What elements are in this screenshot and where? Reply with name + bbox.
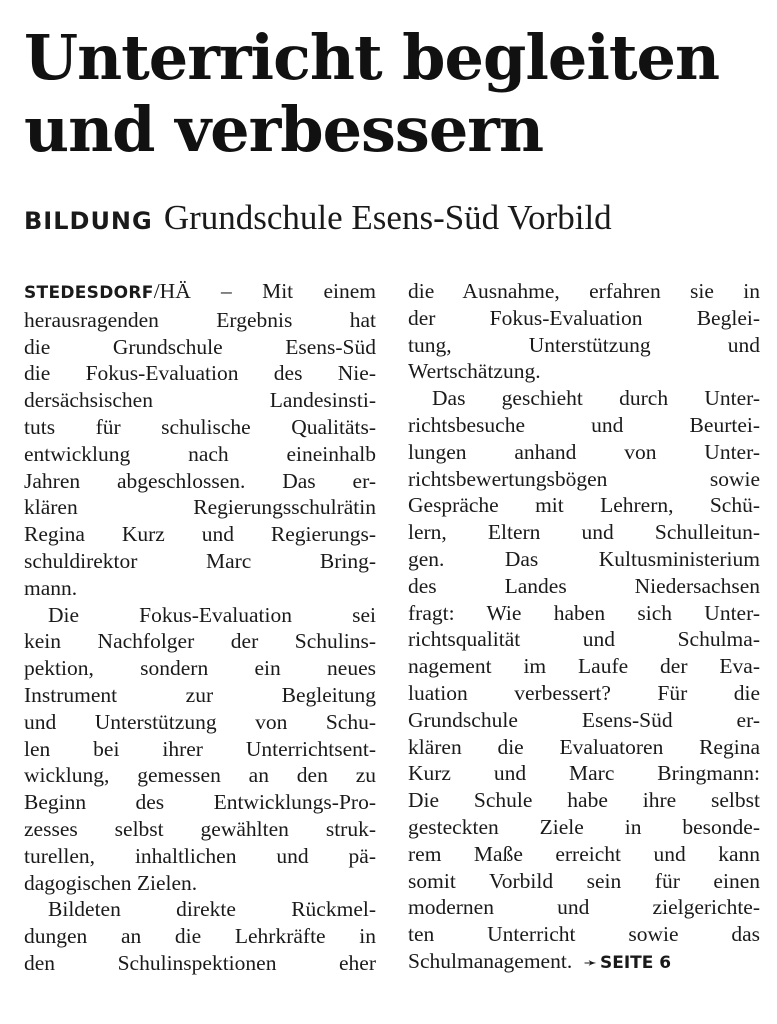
text-line: Die Schule habe ihre selbst <box>408 788 760 813</box>
text-line: dagogischen Zielen. <box>24 870 198 895</box>
text-line: klären die Evaluatoren Regina <box>408 734 760 759</box>
text-line: turellen, inhaltlichen und pä- <box>24 843 376 868</box>
text-line: dersächsischen Landesinsti- <box>24 388 376 413</box>
text-line: der Fokus-Evaluation Beglei- <box>408 305 760 330</box>
text-line: die Ausnahme, erfahren sie in <box>408 279 760 303</box>
headline-line-2: und verbessern <box>24 93 544 166</box>
text-line: pektion, sondern ein neues <box>24 656 376 681</box>
text-line-content: Schulmanagement. <box>408 948 573 973</box>
text-line: Die Fokus-Evaluation sei <box>48 602 376 627</box>
arrow-right-icon: ➛ <box>583 952 597 972</box>
text-line: richtsbesuche und Beurtei- <box>408 412 760 437</box>
text-line: richtsqualität und Schulma- <box>408 627 760 652</box>
text-line: Grundschule Esens-Süd er- <box>408 707 760 732</box>
text-line: Jahren abgeschlossen. Das er- <box>24 468 376 493</box>
text-line: entwicklung nach eineinhalb <box>24 441 376 466</box>
text-line: Regina Kurz und Regierungs- <box>24 522 376 547</box>
paragraph-2 <box>24 602 376 897</box>
text-line: kein Nachfolger der Schulins- <box>24 629 376 654</box>
subtitle: Grundschule Esens-Süd Vorbild <box>163 198 612 237</box>
text-line: modernen und zielgerichte- <box>408 895 760 920</box>
text-line: schuldirektor Marc Bring- <box>24 548 376 573</box>
paragraph-4 <box>408 278 760 385</box>
text-line: tuts für schulische Qualitäts- <box>24 414 376 439</box>
dateline-author: /HÄ – <box>153 279 232 303</box>
article-column-left <box>24 278 376 977</box>
text-line: Instrument zur Begleitung <box>24 682 376 707</box>
paragraph-5 <box>408 385 760 977</box>
text-line: rem Maße erreicht und kann <box>408 841 760 866</box>
text-line: Beginn des Entwicklungs-Pro- <box>24 790 376 815</box>
text-line: Das geschieht durch Unter- <box>432 386 760 411</box>
text-line: luation verbessert? Für die <box>408 680 760 705</box>
continuation-reference[interactable] <box>578 949 672 973</box>
text-line: gen. Das Kultusministerium <box>408 546 760 571</box>
headline <box>24 22 764 166</box>
article-column-right <box>408 278 760 977</box>
paragraph-1 <box>24 278 376 602</box>
text-line: nagement im Laufe der Eva- <box>408 654 760 679</box>
text-line: richtsbewertungsbögen sowie <box>408 466 760 491</box>
text-line-content: Mit einem <box>262 279 376 303</box>
text-line: und Unterstützung von Schu- <box>24 709 376 734</box>
text-line: klären Regierungsschulrätin <box>24 495 376 520</box>
text-line: lern, Eltern und Schulleitun- <box>408 520 760 545</box>
paragraph-3 <box>24 896 376 976</box>
text-line: den Schulinspektionen eher <box>24 950 376 975</box>
headline-line-1: Unterricht begleiten <box>24 21 720 94</box>
dateline-place: STEDESDORF <box>24 283 154 303</box>
text-line: zesses selbst gewählten struk- <box>24 816 376 841</box>
text-line: mann. <box>24 575 78 600</box>
text-line: Gespräche mit Lehrern, Schü- <box>408 493 760 518</box>
text-line: tung, Unterstützung und <box>408 332 760 357</box>
text-line: wicklung, gemessen an den zu <box>24 763 376 788</box>
continuation-label: SEITE 6 <box>599 952 672 973</box>
section-kicker: BILDUNG <box>24 207 153 235</box>
text-line: len bei ihrer Unterrichtsent- <box>24 736 376 761</box>
text-line: ten Unterricht sowie das <box>408 922 760 947</box>
subheadline <box>24 198 764 238</box>
text-line: Bildeten direkte Rückmel- <box>48 897 376 922</box>
text-line-end <box>408 948 760 977</box>
text-line: Wertschätzung. <box>408 359 541 384</box>
text-line <box>24 278 376 307</box>
text-line: fragt: Wie haben sich Unter- <box>408 600 760 625</box>
text-line: die Grundschule Esens-Süd <box>24 334 376 359</box>
text-line: gesteckten Ziele in besonde- <box>408 814 760 839</box>
text-line: lungen anhand von Unter- <box>408 439 760 464</box>
text-line: Kurz und Marc Bringmann: <box>408 761 760 786</box>
text-line: somit Vorbild sein für einen <box>408 868 760 893</box>
text-line: dungen an die Lehrkräfte in <box>24 924 376 949</box>
text-line: des Landes Niedersachsen <box>408 573 760 598</box>
text-line: die Fokus-Evaluation des Nie- <box>24 361 376 386</box>
text-line: herausragenden Ergebnis hat <box>24 307 376 332</box>
